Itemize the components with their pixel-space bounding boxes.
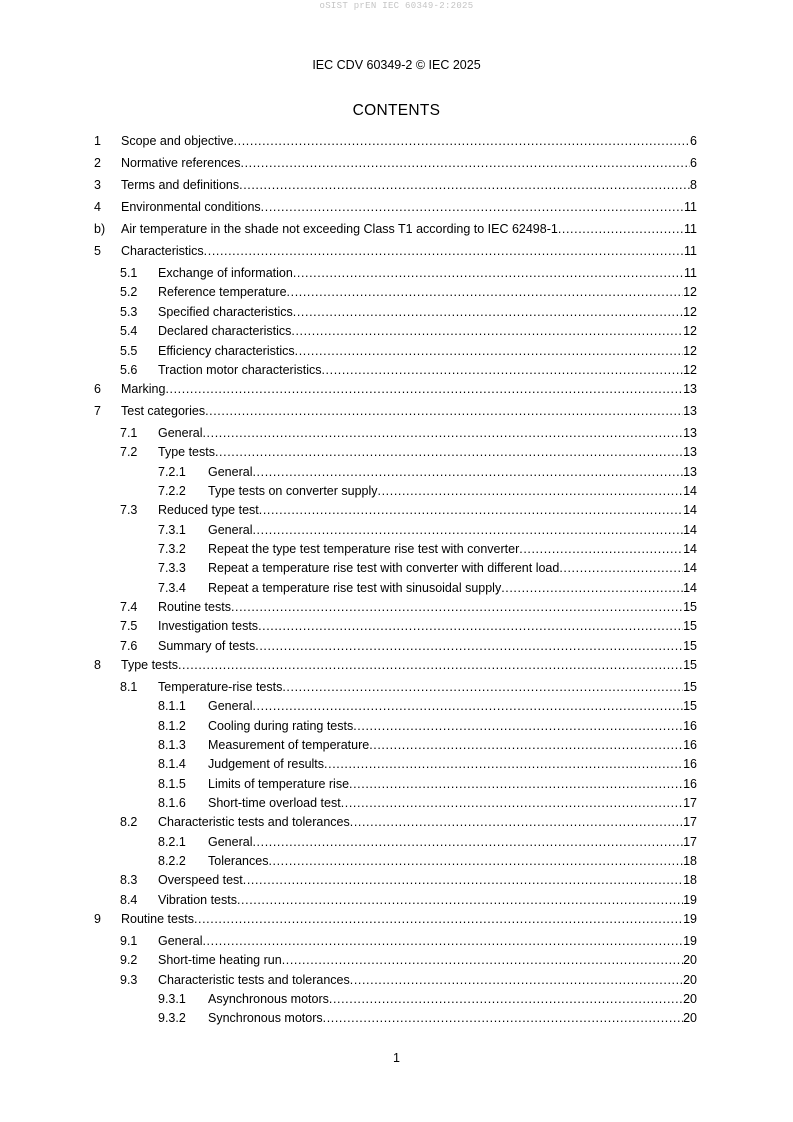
toc-entry[interactable]: [0, 403, 793, 420]
toc-page-number: 13: [683, 382, 697, 396]
toc-section-title: Synchronous motors: [208, 1011, 323, 1025]
toc-dot-leader: [215, 444, 683, 461]
toc-dot-leader: [259, 502, 683, 519]
toc-entry[interactable]: [0, 618, 793, 635]
toc-dot-leader: [205, 403, 683, 420]
toc-section-number: 5.2: [120, 285, 138, 299]
toc-dot-leader: [252, 522, 683, 539]
toc-section-number: 5.3: [120, 305, 138, 319]
toc-dot-leader: [243, 872, 683, 889]
toc-entry[interactable]: [0, 911, 793, 928]
toc-page-number: 14: [683, 523, 697, 537]
toc-page-number: 16: [683, 719, 697, 733]
toc-section-number: 8: [94, 658, 101, 672]
toc-section-number: 7.1: [120, 426, 138, 440]
toc-page-number: 15: [683, 699, 697, 713]
toc-page-number: 20: [683, 1011, 697, 1025]
toc-section-number: 7.2.1: [158, 465, 186, 479]
toc-entry[interactable]: [0, 304, 793, 321]
toc-section-title: Vibration tests: [158, 893, 237, 907]
toc-section-title: Limits of temperature rise: [208, 777, 350, 791]
toc-dot-leader: [237, 892, 683, 909]
toc-page-number: 6: [690, 156, 697, 170]
toc-section-title: Reduced type test: [158, 503, 259, 517]
toc-dot-leader: [287, 284, 684, 301]
toc-entry[interactable]: [0, 444, 793, 461]
toc-page-number: 18: [683, 873, 697, 887]
toc-dot-leader: [239, 177, 690, 194]
toc-section-title: Terms and definitions: [121, 178, 240, 192]
toc-page-number: 12: [683, 285, 697, 299]
toc-page-number: 15: [683, 639, 697, 653]
toc-page-number: 11: [684, 266, 697, 280]
toc-dot-leader: [282, 679, 683, 696]
toc-dot-leader: [558, 221, 684, 238]
toc-section-title: General: [208, 699, 253, 713]
toc-entry[interactable]: [0, 177, 793, 194]
toc-dot-leader: [202, 425, 683, 442]
toc-section-number: 5.6: [120, 363, 138, 377]
toc-section-title: Characteristics: [121, 244, 204, 258]
watermark: oSIST prEN IEC 60349-2:2025: [319, 1, 474, 11]
toc-dot-leader: [341, 795, 683, 812]
toc-page-number: 8: [690, 178, 697, 192]
toc-dot-leader: [268, 853, 683, 870]
toc-section-title: Investigation tests: [158, 619, 259, 633]
toc-section-number: 7.3.4: [158, 581, 186, 595]
toc-entry[interactable]: [0, 541, 793, 558]
toc-entry[interactable]: [0, 972, 793, 989]
toc-section-title: Type tests: [121, 658, 178, 672]
toc-dot-leader: [234, 133, 690, 150]
toc-section-title: Repeat a temperature rise test with sinusoidal supply: [208, 581, 502, 595]
toc-dot-leader: [378, 483, 684, 500]
toc-page-number: 19: [683, 912, 697, 926]
toc-page-number: 15: [683, 658, 697, 672]
toc-section-number: 5.4: [120, 324, 138, 338]
toc-page-number: 14: [683, 561, 697, 575]
toc-dot-leader: [261, 199, 684, 216]
toc-section-number: 8.1.5: [158, 777, 186, 791]
toc-dot-leader: [293, 304, 683, 321]
toc-section-title: General: [158, 934, 203, 948]
toc-dot-leader: [202, 933, 683, 950]
toc-section-title: Efficiency characteristics: [158, 344, 295, 358]
toc-entry[interactable]: [0, 221, 793, 238]
toc-entry[interactable]: [0, 323, 793, 340]
toc-page-number: 12: [683, 344, 697, 358]
toc-section-title: Characteristic tests and tolerances: [158, 973, 350, 987]
toc-section-title: Reference temperature: [158, 285, 287, 299]
toc-entry[interactable]: [0, 834, 793, 851]
toc-section-title: Asynchronous motors: [208, 992, 329, 1006]
toc-section-number: 8.4: [120, 893, 138, 907]
toc-entry[interactable]: [0, 522, 793, 539]
toc-entry[interactable]: [0, 1010, 793, 1027]
toc-section-title: Air temperature in the shade not exceeding Class T1 according to IEC 62498-1: [121, 222, 558, 236]
toc-page-number: 14: [683, 542, 697, 556]
toc-page-number: 16: [683, 757, 697, 771]
toc-page-number: 15: [683, 680, 697, 694]
toc-section-number: 8.1.6: [158, 796, 186, 810]
toc-section-title: General: [208, 465, 253, 479]
toc-section-number: 5.1: [120, 266, 138, 280]
toc-entry[interactable]: [0, 638, 793, 655]
toc-section-title: Temperature-rise tests: [158, 680, 283, 694]
toc-section-title: Environmental conditions: [121, 200, 261, 214]
toc-entry[interactable]: [0, 756, 793, 773]
toc-section-title: Short-time overload test: [208, 796, 341, 810]
toc-section-number: 6: [94, 382, 101, 396]
toc-page-number: 16: [683, 738, 697, 752]
toc-section-title: Specified characteristics: [158, 305, 293, 319]
toc-entry[interactable]: [0, 284, 793, 301]
toc-page-number: 13: [683, 465, 697, 479]
toc-page-number: 11: [684, 200, 697, 214]
toc-section-number: 4: [94, 200, 101, 214]
toc-page-number: 12: [683, 305, 697, 319]
toc-page-number: 13: [683, 404, 697, 418]
toc-section-number: 3: [94, 178, 101, 192]
toc-dot-leader: [241, 155, 691, 172]
toc-dot-leader: [231, 599, 683, 616]
toc-section-number: 7.3.2: [158, 542, 186, 556]
toc-section-title: Short-time heating run: [158, 953, 282, 967]
toc-section-number: 7.3: [120, 503, 138, 517]
toc-section-number: 7.2.2: [158, 484, 186, 498]
toc-section-number: 9.3: [120, 973, 138, 987]
toc-entry[interactable]: [0, 425, 793, 442]
toc-section-title: Scope and objective: [121, 134, 234, 148]
toc-dot-leader: [350, 814, 683, 831]
toc-page-number: 14: [683, 581, 697, 595]
toc-entry[interactable]: [0, 952, 793, 969]
toc-section-number: 7: [94, 404, 101, 418]
toc-page-number: 20: [683, 992, 697, 1006]
toc-section-number: 7.5: [120, 619, 138, 633]
toc-section-number: 8.1.3: [158, 738, 186, 752]
toc-section-title: Routine tests: [121, 912, 194, 926]
toc-section-title: General: [208, 523, 253, 537]
contents-title: CONTENTS: [352, 102, 441, 119]
toc-section-title: Overspeed test: [158, 873, 243, 887]
toc-section-number: 2: [94, 156, 101, 170]
toc-section-title: Summary of tests: [158, 639, 256, 653]
toc-entry[interactable]: [0, 776, 793, 793]
toc-entry[interactable]: [0, 737, 793, 754]
toc-page-number: 6: [690, 134, 697, 148]
toc-section-number: 7.2: [120, 445, 138, 459]
toc-entry[interactable]: [0, 933, 793, 950]
toc-section-title: Normative references: [121, 156, 241, 170]
toc-entry[interactable]: [0, 892, 793, 909]
toc-page-number: 12: [683, 324, 697, 338]
toc-section-title: Routine tests: [158, 600, 231, 614]
document-header: IEC CDV 60349-2 © IEC 2025: [312, 58, 481, 72]
toc-section-number: 9.3.1: [158, 992, 186, 1006]
toc-section-title: Traction motor characteristics: [158, 363, 322, 377]
toc-entry[interactable]: [0, 464, 793, 481]
toc-dot-leader: [165, 381, 683, 398]
toc-section-title: Marking: [121, 382, 166, 396]
toc-page-number: 13: [683, 445, 697, 459]
toc-section-number: 1: [94, 134, 101, 148]
toc-section-number: 8.2: [120, 815, 138, 829]
toc-page-number: 14: [683, 503, 697, 517]
toc-section-title: Judgement of results: [208, 757, 325, 771]
toc-page-number: 15: [683, 619, 697, 633]
toc-section-number: 8.3: [120, 873, 138, 887]
toc-page-number: 12: [683, 363, 697, 377]
toc-section-number: 8.1.2: [158, 719, 186, 733]
toc-section-number: 8.2.1: [158, 835, 186, 849]
toc-page-number: 19: [683, 934, 697, 948]
toc-section-number: 7.3.1: [158, 523, 186, 537]
toc-section-title: Type tests on converter supply: [208, 484, 378, 498]
toc-dot-leader: [252, 464, 683, 481]
toc-entry[interactable]: [0, 872, 793, 889]
toc-page-number: 20: [683, 953, 697, 967]
toc-dot-leader: [324, 756, 683, 773]
toc-entry[interactable]: [0, 795, 793, 812]
toc-entry[interactable]: [0, 155, 793, 172]
toc-page-number: 16: [683, 777, 697, 791]
toc-page-number: 18: [683, 854, 697, 868]
toc-entry[interactable]: [0, 580, 793, 597]
toc-dot-leader: [258, 618, 683, 635]
toc-entry[interactable]: [0, 362, 793, 379]
toc-section-number: 9: [94, 912, 101, 926]
toc-section-number: 8.1.4: [158, 757, 186, 771]
toc-entry[interactable]: [0, 853, 793, 870]
toc-entry[interactable]: [0, 265, 793, 282]
toc-dot-leader: [252, 834, 683, 851]
toc-page-number: 17: [683, 815, 697, 829]
page-number: 1: [393, 1051, 400, 1065]
toc-section-title: Characteristic tests and tolerances: [158, 815, 350, 829]
toc-entry[interactable]: [0, 243, 793, 260]
toc-page-number: 13: [683, 426, 697, 440]
toc-section-title: Declared characteristics: [158, 324, 292, 338]
toc-entry[interactable]: [0, 657, 793, 674]
toc-section-title: General: [158, 426, 203, 440]
toc-section-title: Tolerances: [208, 854, 269, 868]
toc-dot-leader: [178, 657, 683, 674]
toc-dot-leader: [349, 776, 683, 793]
toc-dot-leader: [350, 972, 683, 989]
toc-entry[interactable]: [0, 560, 793, 577]
toc-entry[interactable]: [0, 343, 793, 360]
toc-dot-leader: [353, 718, 683, 735]
toc-section-number: 5: [94, 244, 101, 258]
toc-dot-leader: [194, 911, 683, 928]
toc-section-number: 5.5: [120, 344, 138, 358]
toc-entry[interactable]: [0, 679, 793, 696]
toc-section-number: 8.2.2: [158, 854, 186, 868]
toc-section-number: 9.1: [120, 934, 138, 948]
toc-dot-leader: [295, 343, 683, 360]
toc-dot-leader: [293, 265, 684, 282]
toc-section-title: Cooling during rating tests: [208, 719, 354, 733]
toc-section-number: 9.3.2: [158, 1011, 186, 1025]
toc-entry[interactable]: [0, 991, 793, 1008]
toc-page-number: 11: [684, 244, 697, 258]
toc-dot-leader: [501, 580, 683, 597]
toc-entry[interactable]: [0, 718, 793, 735]
toc-section-title: Test categories: [121, 404, 206, 418]
toc-section-title: Exchange of information: [158, 266, 293, 280]
toc-page-number: 17: [683, 835, 697, 849]
toc-page-number: 14: [683, 484, 697, 498]
toc-section-number: 8.1: [120, 680, 138, 694]
toc-entry[interactable]: [0, 133, 793, 150]
toc-section-number: 9.2: [120, 953, 138, 967]
toc-section-number: 7.6: [120, 639, 138, 653]
toc-dot-leader: [329, 991, 683, 1008]
toc-page-number: 15: [683, 600, 697, 614]
toc-section-title: Repeat a temperature rise test with converter with different load: [208, 561, 560, 575]
toc-dot-leader: [282, 952, 683, 969]
toc-entry[interactable]: [0, 814, 793, 831]
toc-section-number: 7.3.3: [158, 561, 186, 575]
toc-page-number: 11: [684, 222, 697, 236]
toc-section-title: Repeat the type test temperature rise test with converter: [208, 542, 520, 556]
toc-entry[interactable]: [0, 698, 793, 715]
toc-dot-leader: [204, 243, 684, 260]
toc-section-title: Measurement of temperature: [208, 738, 370, 752]
toc-entry[interactable]: [0, 599, 793, 616]
toc-dot-leader: [323, 1010, 683, 1027]
toc-entry[interactable]: [0, 199, 793, 216]
toc-dot-leader: [321, 362, 683, 379]
toc-section-number: 7.4: [120, 600, 138, 614]
toc-page-number: 17: [683, 796, 697, 810]
toc-dot-leader: [559, 560, 683, 577]
toc-dot-leader: [252, 698, 683, 715]
toc-page-number: 20: [683, 973, 697, 987]
toc-entry[interactable]: [0, 381, 793, 398]
toc-section-title: Type tests: [158, 445, 215, 459]
toc-dot-leader: [255, 638, 683, 655]
toc-entry[interactable]: [0, 502, 793, 519]
toc-section-title: General: [208, 835, 253, 849]
toc-entry[interactable]: [0, 483, 793, 500]
toc-dot-leader: [369, 737, 683, 754]
toc-dot-leader: [519, 541, 683, 558]
toc-section-number: b): [94, 222, 106, 236]
toc-section-number: 8.1.1: [158, 699, 186, 713]
toc-page-number: 19: [683, 893, 697, 907]
toc-dot-leader: [291, 323, 683, 340]
